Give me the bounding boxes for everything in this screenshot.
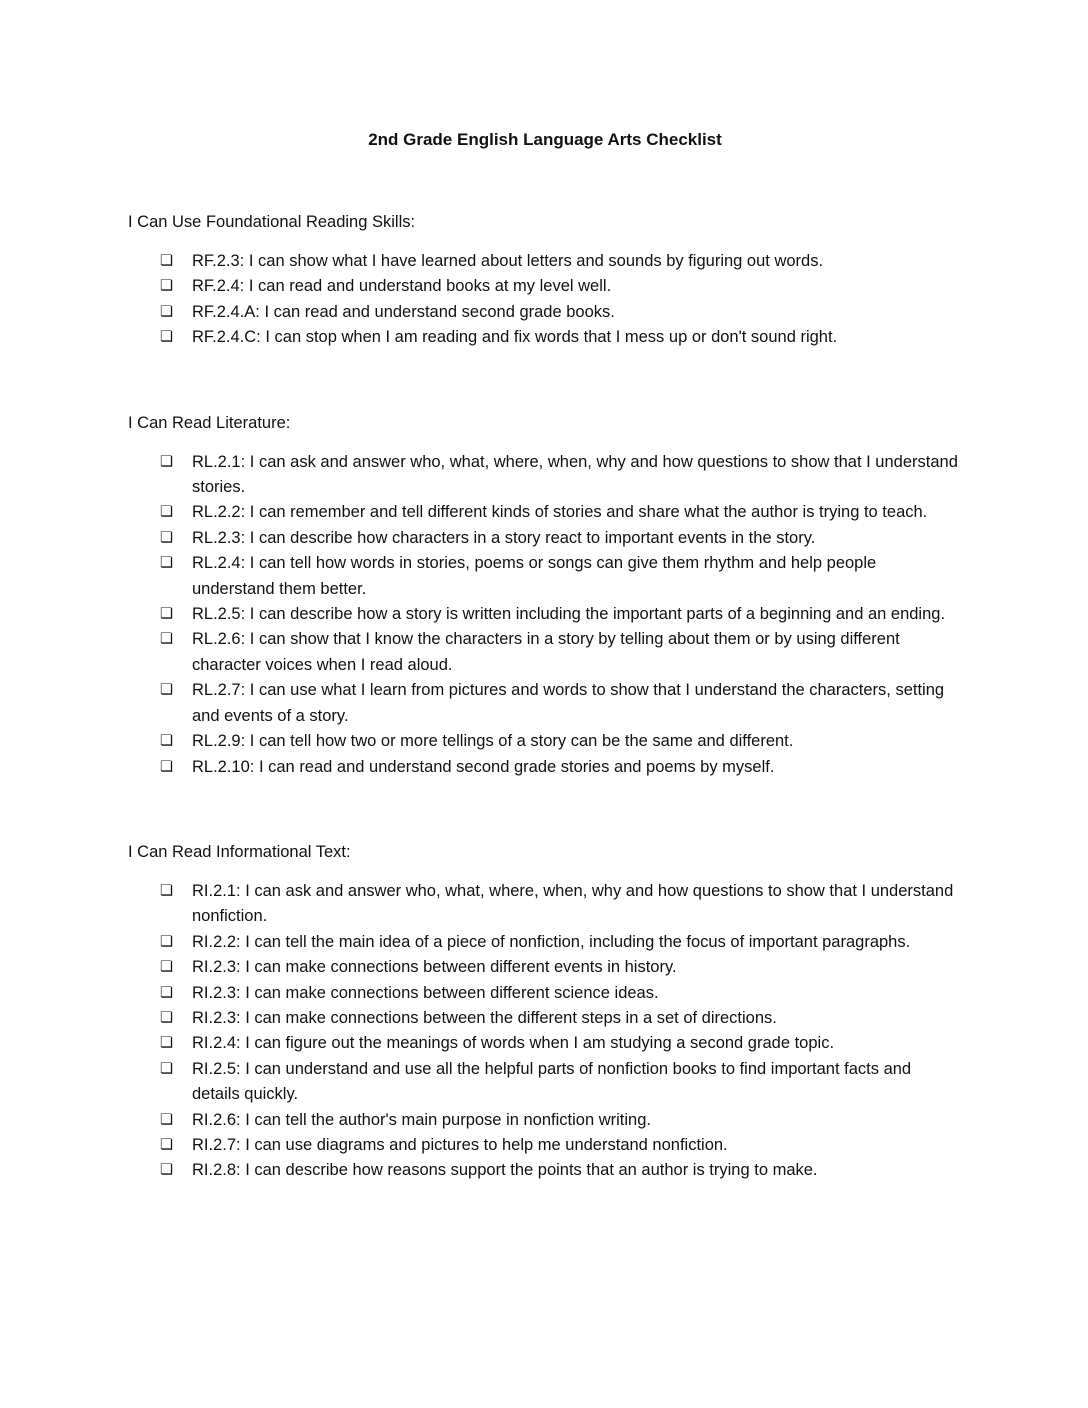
checklist-item-text: RI.2.3: I can make connections between different events in history. [192, 958, 677, 977]
checklist-item-text: RL.2.6: I can show that I know the characters in a story by telling about them or by using different character voices when I read aloud. [192, 630, 900, 674]
checklist-item-text: RI.2.7: I can use diagrams and pictures to help me understand nonfiction. [192, 1135, 728, 1154]
checklist-item [160, 879, 962, 930]
checklist-item-text: RL.2.4: I can tell how words in stories, poems or songs can give them rhythm and help people understand them better. [192, 554, 877, 598]
checklist-item-text: RI.2.6: I can tell the author's main purpose in nonfiction writing. [192, 1110, 651, 1129]
checklist-item [160, 500, 962, 525]
checklist-item-text: RL.2.10: I can read and understand second grade stories and poems by myself. [192, 757, 775, 776]
checklist-item-text: RF.2.3: I can show what I have learned about letters and sounds by figuring out words. [192, 252, 824, 270]
checkbox-icon[interactable]: ❏ [160, 959, 173, 976]
checklist [128, 249, 962, 351]
checklist-item-text: RI.2.3: I can make connections between different science ideas. [192, 983, 659, 1002]
checklist-item-text: RI.2.8: I can describe how reasons support the points that an author is trying to make. [192, 1161, 818, 1180]
checklist-item-text: RL.2.5: I can describe how a story is written including the important parts of a beginning and an ending. [192, 605, 946, 624]
checkbox-icon[interactable]: ❏ [160, 631, 173, 648]
checkbox-icon[interactable]: ❏ [160, 682, 173, 699]
checklist-item [160, 1057, 962, 1108]
checklist-item-text: RF.2.4.A: I can read and understand second grade books. [192, 302, 615, 321]
checkbox-icon[interactable]: ❏ [160, 1136, 173, 1153]
checklist-item-text: RL.2.9: I can tell how two or more tellings of a story can be the same and different. [192, 732, 794, 751]
checklist-item-text: RL.2.2: I can remember and tell different kinds of stories and share what the author is trying to teach. [192, 503, 928, 522]
checkbox-icon[interactable]: ❏ [160, 1060, 173, 1077]
checklist-item [160, 526, 962, 551]
checklist-item [160, 300, 962, 325]
checkbox-icon[interactable]: ❏ [160, 453, 173, 470]
checkbox-icon[interactable]: ❏ [160, 882, 173, 899]
checkbox-icon[interactable]: ❏ [160, 329, 173, 346]
checklist-section [128, 839, 962, 1184]
checklist [128, 450, 962, 780]
checklist-item-text: RL.2.1: I can ask and answer who, what, where, when, why and how questions to show that I understand stories. [192, 452, 958, 497]
checkbox-icon[interactable]: ❏ [160, 504, 173, 521]
checklist-item [160, 755, 962, 780]
checklist-item-text: RI.2.3: I can make connections between the different steps in a set of directions. [192, 1008, 777, 1027]
checklist-item [160, 1158, 962, 1183]
checklist-item [160, 1133, 962, 1158]
checklist-item-text: RL.2.3: I can describe how characters in a story react to important events in the story. [192, 528, 816, 547]
checklist-item-text: RI.2.4: I can figure out the meanings of words when I am studying a second grade topic. [192, 1034, 835, 1053]
checklist-item [160, 1108, 962, 1133]
sections-container [128, 209, 962, 1184]
checklist-item-text: RI.2.1: I can ask and answer who, what, where, when, why and how questions to show that I understand nonfiction. [192, 881, 954, 926]
checkbox-icon[interactable]: ❏ [160, 758, 173, 775]
checklist-item-text: RF.2.4: I can read and understand books at my level well. [192, 277, 612, 296]
checklist-item [160, 249, 962, 274]
checkbox-icon[interactable]: ❏ [160, 555, 173, 572]
checklist-item-text: RF.2.4.C: I can stop when I am reading and fix words that I mess up or don't sound right. [192, 328, 838, 347]
section-heading: I Can Use Foundational Reading Skills: [128, 213, 416, 231]
checklist-item [160, 1031, 962, 1056]
checkbox-icon[interactable]: ❏ [160, 1035, 173, 1052]
checklist-item-text: RL.2.7: I can use what I learn from pictures and words to show that I understand the characters, setting and events of a story. [192, 681, 945, 725]
checkbox-icon[interactable]: ❏ [160, 606, 173, 623]
section-heading: I Can Read Literature: [128, 413, 291, 432]
checklist-item [160, 551, 962, 602]
checklist-item [160, 274, 962, 299]
checkbox-icon[interactable]: ❏ [160, 984, 173, 1001]
checkbox-icon[interactable]: ❏ [160, 278, 173, 295]
checklist-item [160, 450, 962, 501]
checklist-section [128, 410, 962, 780]
checklist-item-text: RI.2.2: I can tell the main idea of a piece of nonfiction, including the focus of important paragraphs. [192, 932, 911, 951]
checkbox-icon[interactable]: ❏ [160, 933, 173, 950]
checklist-item [160, 627, 962, 678]
checklist-item [160, 981, 962, 1006]
checkbox-icon[interactable]: ❏ [160, 1009, 173, 1026]
checklist-item [160, 729, 962, 754]
checklist-item [160, 1006, 962, 1031]
checkbox-icon[interactable]: ❏ [160, 1111, 173, 1128]
checkbox-icon[interactable]: ❏ [160, 303, 173, 320]
checklist-section [128, 209, 962, 351]
checklist-item [160, 955, 962, 980]
checkbox-icon[interactable]: ❏ [160, 733, 173, 750]
document-title: 2nd Grade English Language Arts Checklist [368, 130, 722, 149]
checklist-item-text: RI.2.5: I can understand and use all the helpful parts of nonfiction books to find important facts and details quickly. [192, 1059, 912, 1104]
checklist-item [160, 325, 962, 350]
checklist-item [160, 602, 962, 627]
section-heading: I Can Read Informational Text: [128, 842, 351, 861]
checklist-item [160, 678, 962, 729]
checkbox-icon[interactable]: ❏ [160, 529, 173, 546]
checklist [128, 879, 962, 1184]
checkbox-icon[interactable]: ❏ [160, 253, 173, 269]
checklist-item [160, 930, 962, 955]
checkbox-icon[interactable]: ❏ [160, 1162, 173, 1179]
